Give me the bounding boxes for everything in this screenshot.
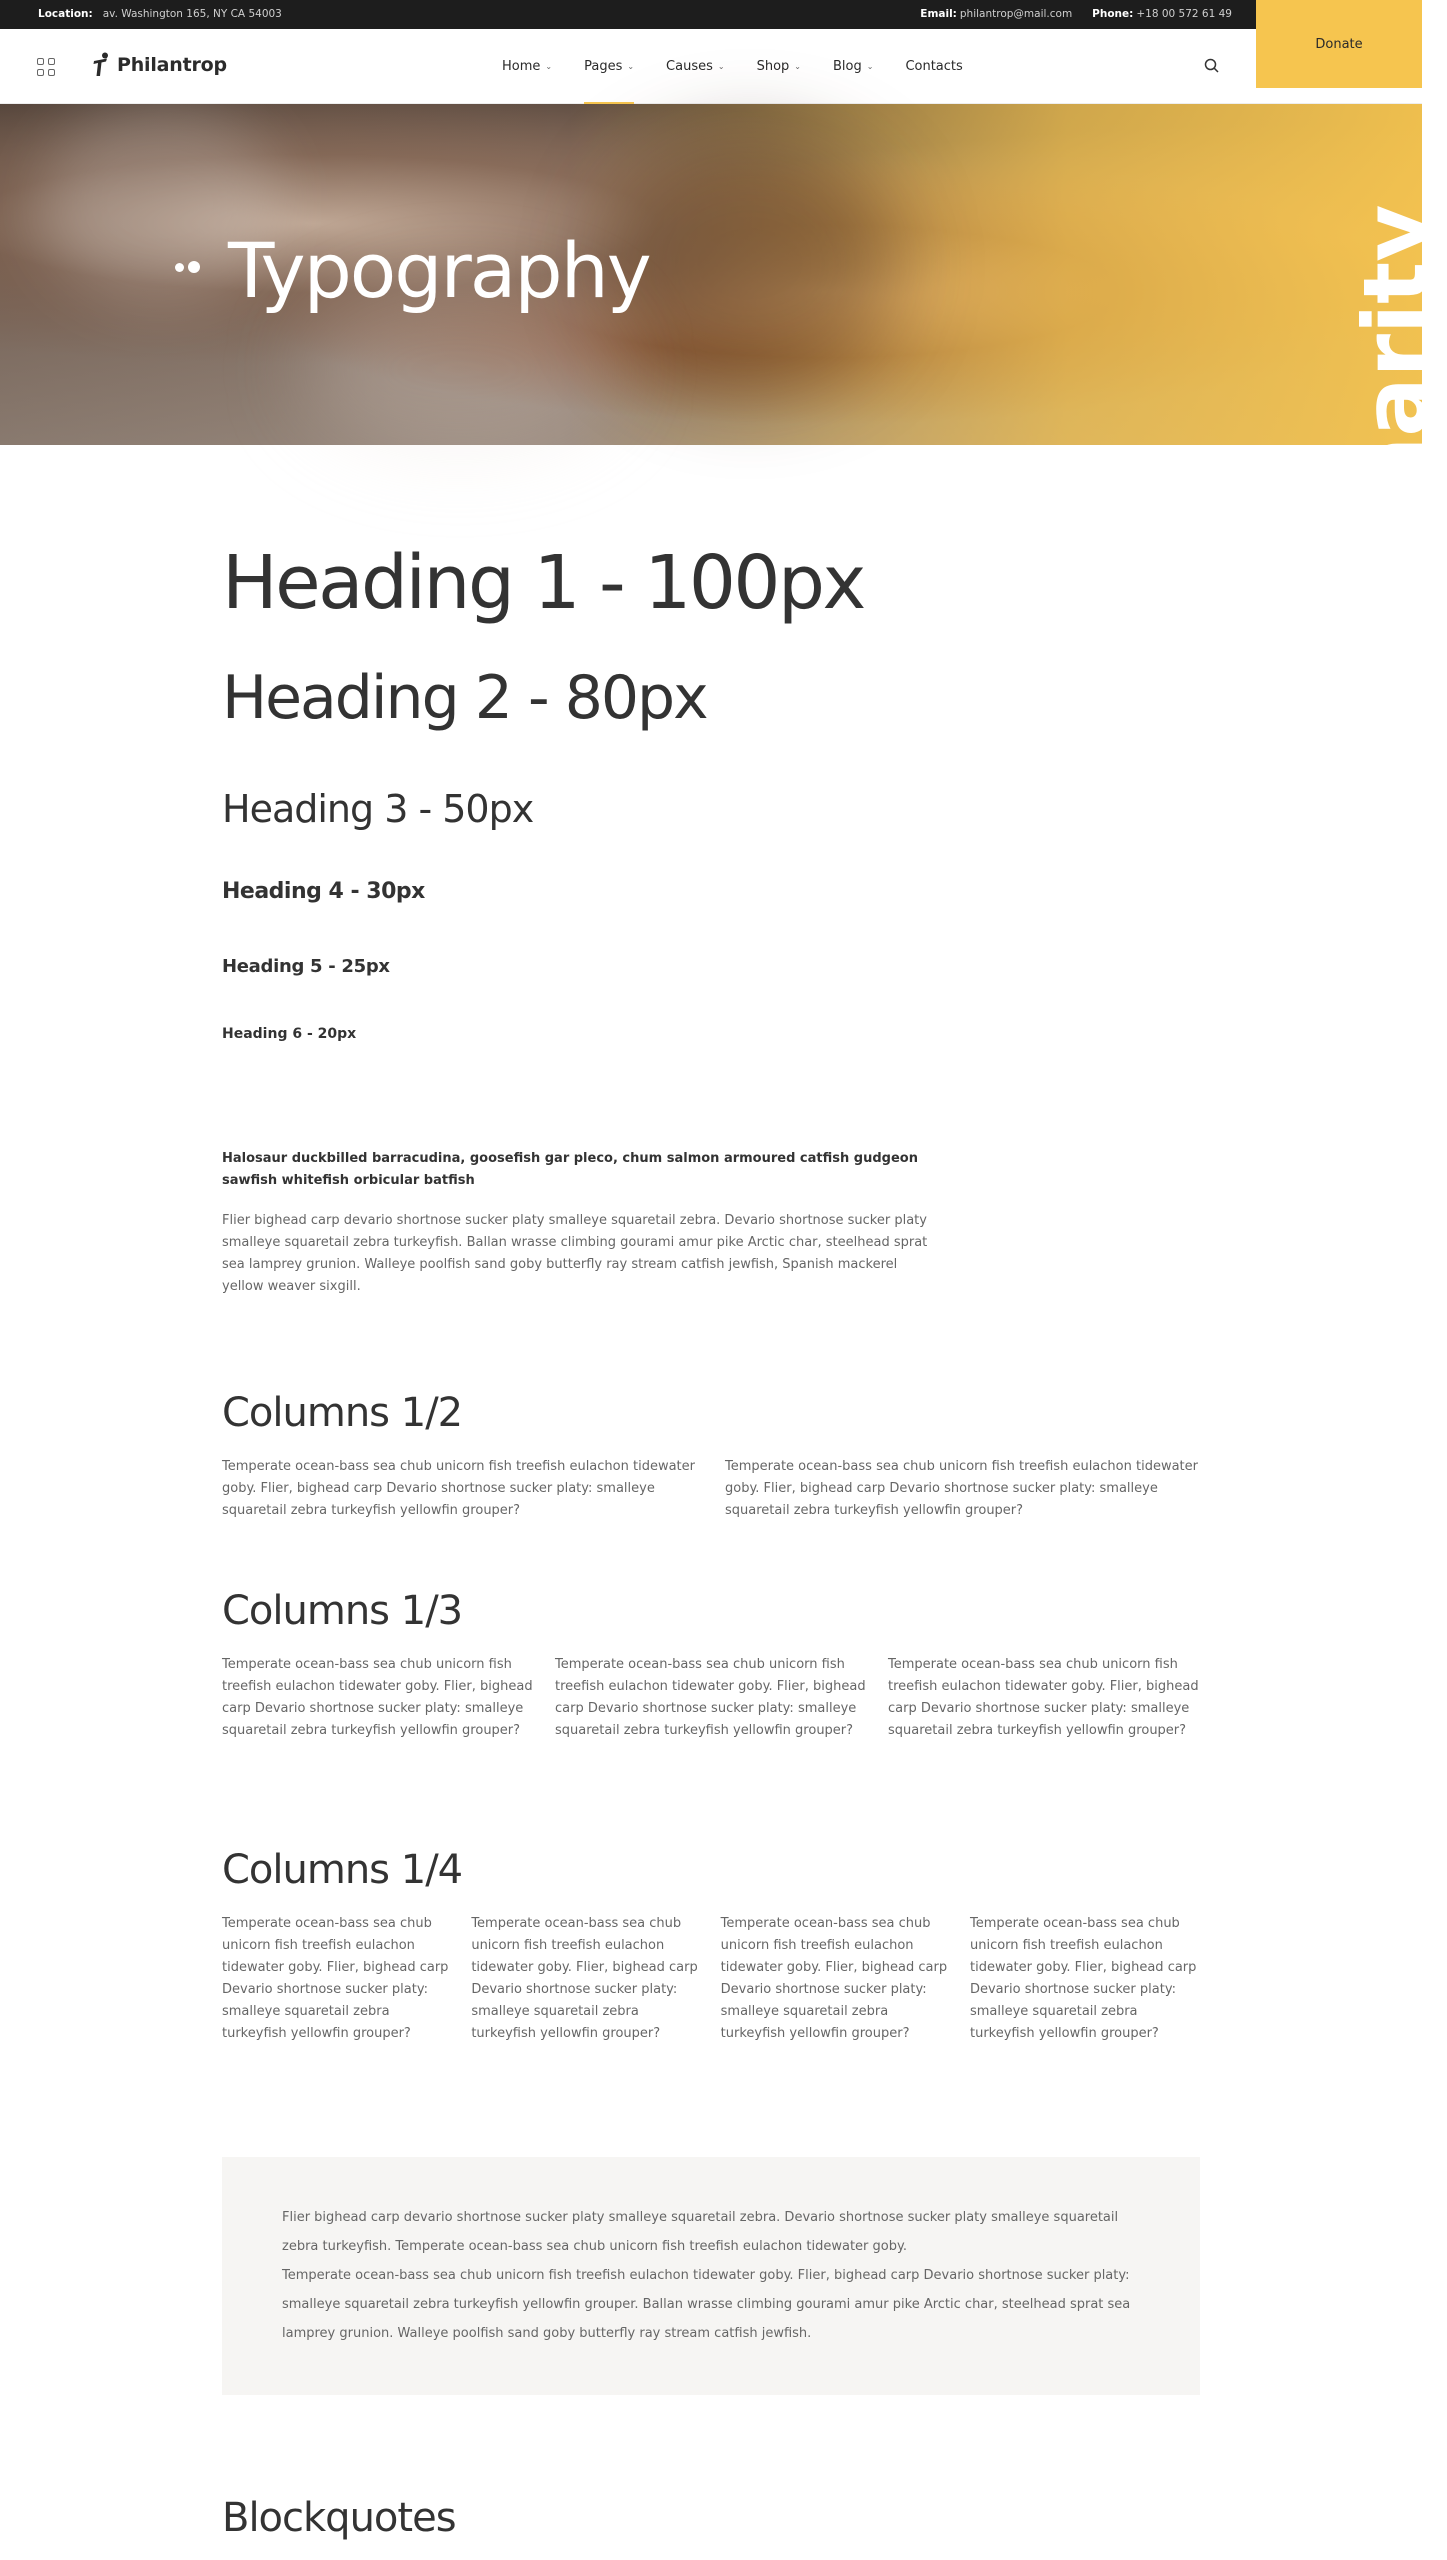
column-text: Temperate ocean-bass sea chub unicorn fish treefish eulachon tidewater goby. Flier, bighead carp Devario shortnose sucker platy: smalleye squaretail zebra turkeyfish yellowfin grouper? xyxy=(471,1916,698,2041)
nav-item-pages[interactable] xyxy=(584,29,634,104)
highlight-box xyxy=(222,2157,1200,2395)
phone-link[interactable]: +18 00 572 61 49 xyxy=(1136,8,1232,20)
email-info xyxy=(920,8,1072,20)
blockquotes-title: Blockquotes xyxy=(222,2495,456,2541)
nav-item-causes[interactable] xyxy=(666,29,725,104)
main-nav xyxy=(502,29,995,104)
heading-6-sample: Heading 6 - 20px xyxy=(222,1026,357,1042)
columns-quarter xyxy=(222,1913,1200,2045)
logo[interactable] xyxy=(92,52,227,78)
columns-third-title: Columns 1/3 xyxy=(222,1588,463,1634)
columns-half xyxy=(222,1456,1200,1522)
donate-label: Donate xyxy=(1315,36,1363,52)
columns-half-title: Columns 1/2 xyxy=(222,1390,463,1436)
hero-vertical-text: Charity xyxy=(1344,204,1447,564)
phone-info xyxy=(1092,8,1232,20)
nav-item-home[interactable] xyxy=(502,29,552,104)
donate-button[interactable] xyxy=(1256,0,1422,88)
chevron-down-icon: ⌄ xyxy=(545,62,553,71)
nav-label: Home xyxy=(502,59,541,74)
location-value: av. Washington 165, NY CA 54003 xyxy=(102,8,282,20)
heading-2-sample: Heading 2 - 80px xyxy=(222,663,707,733)
nav-label: Blog xyxy=(832,59,862,74)
chevron-down-icon: ⌄ xyxy=(717,62,725,71)
column-text: Temperate ocean-bass sea chub unicorn fish treefish eulachon tidewater goby. Flier, bighead carp Devario shortnose sucker platy: smalleye squaretail zebra turkeyfish yellowfin grouper? xyxy=(222,1916,449,2041)
columns-quarter-title: Columns 1/4 xyxy=(222,1847,463,1893)
column-text: Temperate ocean-bass sea chub unicorn fish treefish eulachon tidewater goby. Flier, bighead carp Devario shortnose sucker platy: smalleye squaretail zebra turkeyfish yellowfin grouper? xyxy=(222,1657,533,1738)
menu-grid-icon[interactable] xyxy=(37,58,55,76)
phone-label: Phone: xyxy=(1092,8,1134,20)
heading-4-sample: Heading 4 - 30px xyxy=(222,879,425,904)
column-text: Temperate ocean-bass sea chub unicorn fish treefish eulachon tidewater goby. Flier, bighead carp Devario shortnose sucker platy: smalleye squaretail zebra turkeyfish yellowfin grouper? xyxy=(555,1657,866,1738)
lead-paragraph: Halosaur duckbilled barracudina, goosefish gar pleco, chum salmon armoured catfish gudgeon sawfish whitefish orbicular batfish xyxy=(222,1151,918,1188)
column-text: Temperate ocean-bass sea chub unicorn fish treefish eulachon tidewater goby. Flier, bighead carp Devario shortnose sucker platy: smalleye squaretail zebra turkeyfish yellowfin grouper? xyxy=(969,1916,1197,2041)
main-header xyxy=(0,29,1422,104)
top-bar xyxy=(0,0,1422,29)
hero-banner xyxy=(0,104,1447,564)
nav-label: Causes xyxy=(666,59,713,74)
logo-icon xyxy=(92,52,110,78)
nav-item-shop[interactable] xyxy=(757,29,801,104)
location-info xyxy=(38,8,282,20)
search-icon[interactable] xyxy=(1202,56,1222,76)
column-text: Temperate ocean-bass sea chub unicorn fish treefish eulachon tidewater goby. Flier, bighead carp Devario shortnose sucker platy: smalleye squaretail zebra turkeyfish yellowfin grouper? xyxy=(222,1459,695,1518)
nav-label: Shop xyxy=(756,59,790,74)
chevron-down-icon: ⌄ xyxy=(794,62,801,71)
location-label: Location: xyxy=(38,8,93,20)
nav-label: Contacts xyxy=(905,59,963,74)
logo-text: Philantrop xyxy=(117,54,227,76)
chevron-down-icon: ⌄ xyxy=(866,62,874,71)
highlight-text: Temperate ocean-bass sea chub unicorn fish treefish eulachon tidewater goby. Flier, bighead carp Devario shortnose sucker platy: smalleye squaretail zebra turkeyfish yellowfin grouper. Ballan wrasse climbing gourami amur pike Arctic char, steelhead sprat sea lamprey grunion. Walleye poolfish sand goby butterfly ray stream catfish jewfish. xyxy=(282,2268,1131,2341)
chevron-down-icon: ⌄ xyxy=(627,62,635,71)
hero-dots-decoration xyxy=(175,261,204,273)
heading-3-sample: Heading 3 - 50px xyxy=(222,787,534,831)
nav-item-contacts[interactable] xyxy=(905,29,962,104)
column-text: Temperate ocean-bass sea chub unicorn fish treefish eulachon tidewater goby. Flier, bighead carp Devario shortnose sucker platy: smalleye squaretail zebra turkeyfish yellowfin grouper? xyxy=(725,1459,1198,1518)
column-text: Temperate ocean-bass sea chub unicorn fish treefish eulachon tidewater goby. Flier, bighead carp Devario shortnose sucker platy: smalleye squaretail zebra turkeyfish yellowfin grouper? xyxy=(720,1916,948,2041)
heading-1-sample: Heading 1 - 100px xyxy=(222,540,864,626)
nav-item-blog[interactable] xyxy=(833,29,873,104)
body-paragraph: Flier bighead carp devario shortnose sucker platy smalleye squaretail zebra. Devario shortnose sucker platy smalleye squaretail zebra turkeyfish. Ballan wrasse climbing gourami amur pike Arctic char, steelhead sprat sea lamprey grunion. Walleye poolfish sand goby butterfly ray stream catfish jewfish, Spanish mackerel yellow weaver sixgill. xyxy=(222,1213,928,1294)
nav-label: Pages xyxy=(584,59,623,74)
email-link[interactable]: philantrop@mail.com xyxy=(959,8,1073,20)
email-label: Email: xyxy=(920,8,957,20)
columns-third xyxy=(222,1654,1200,1742)
highlight-text: Flier bighead carp devario shortnose sucker platy smalleye squaretail zebra. Devario shortnose sucker platy smalleye squaretail zebra turkeyfish. Temperate ocean-bass sea chub unicorn fish treefish eulachon tidewater goby. xyxy=(282,2210,1119,2254)
column-text: Temperate ocean-bass sea chub unicorn fish treefish eulachon tidewater goby. Flier, bighead carp Devario shortnose sucker platy: smalleye squaretail zebra turkeyfish yellowfin grouper? xyxy=(888,1657,1199,1738)
heading-5-sample: Heading 5 - 25px xyxy=(222,956,390,977)
page-title: Typography xyxy=(228,226,650,315)
